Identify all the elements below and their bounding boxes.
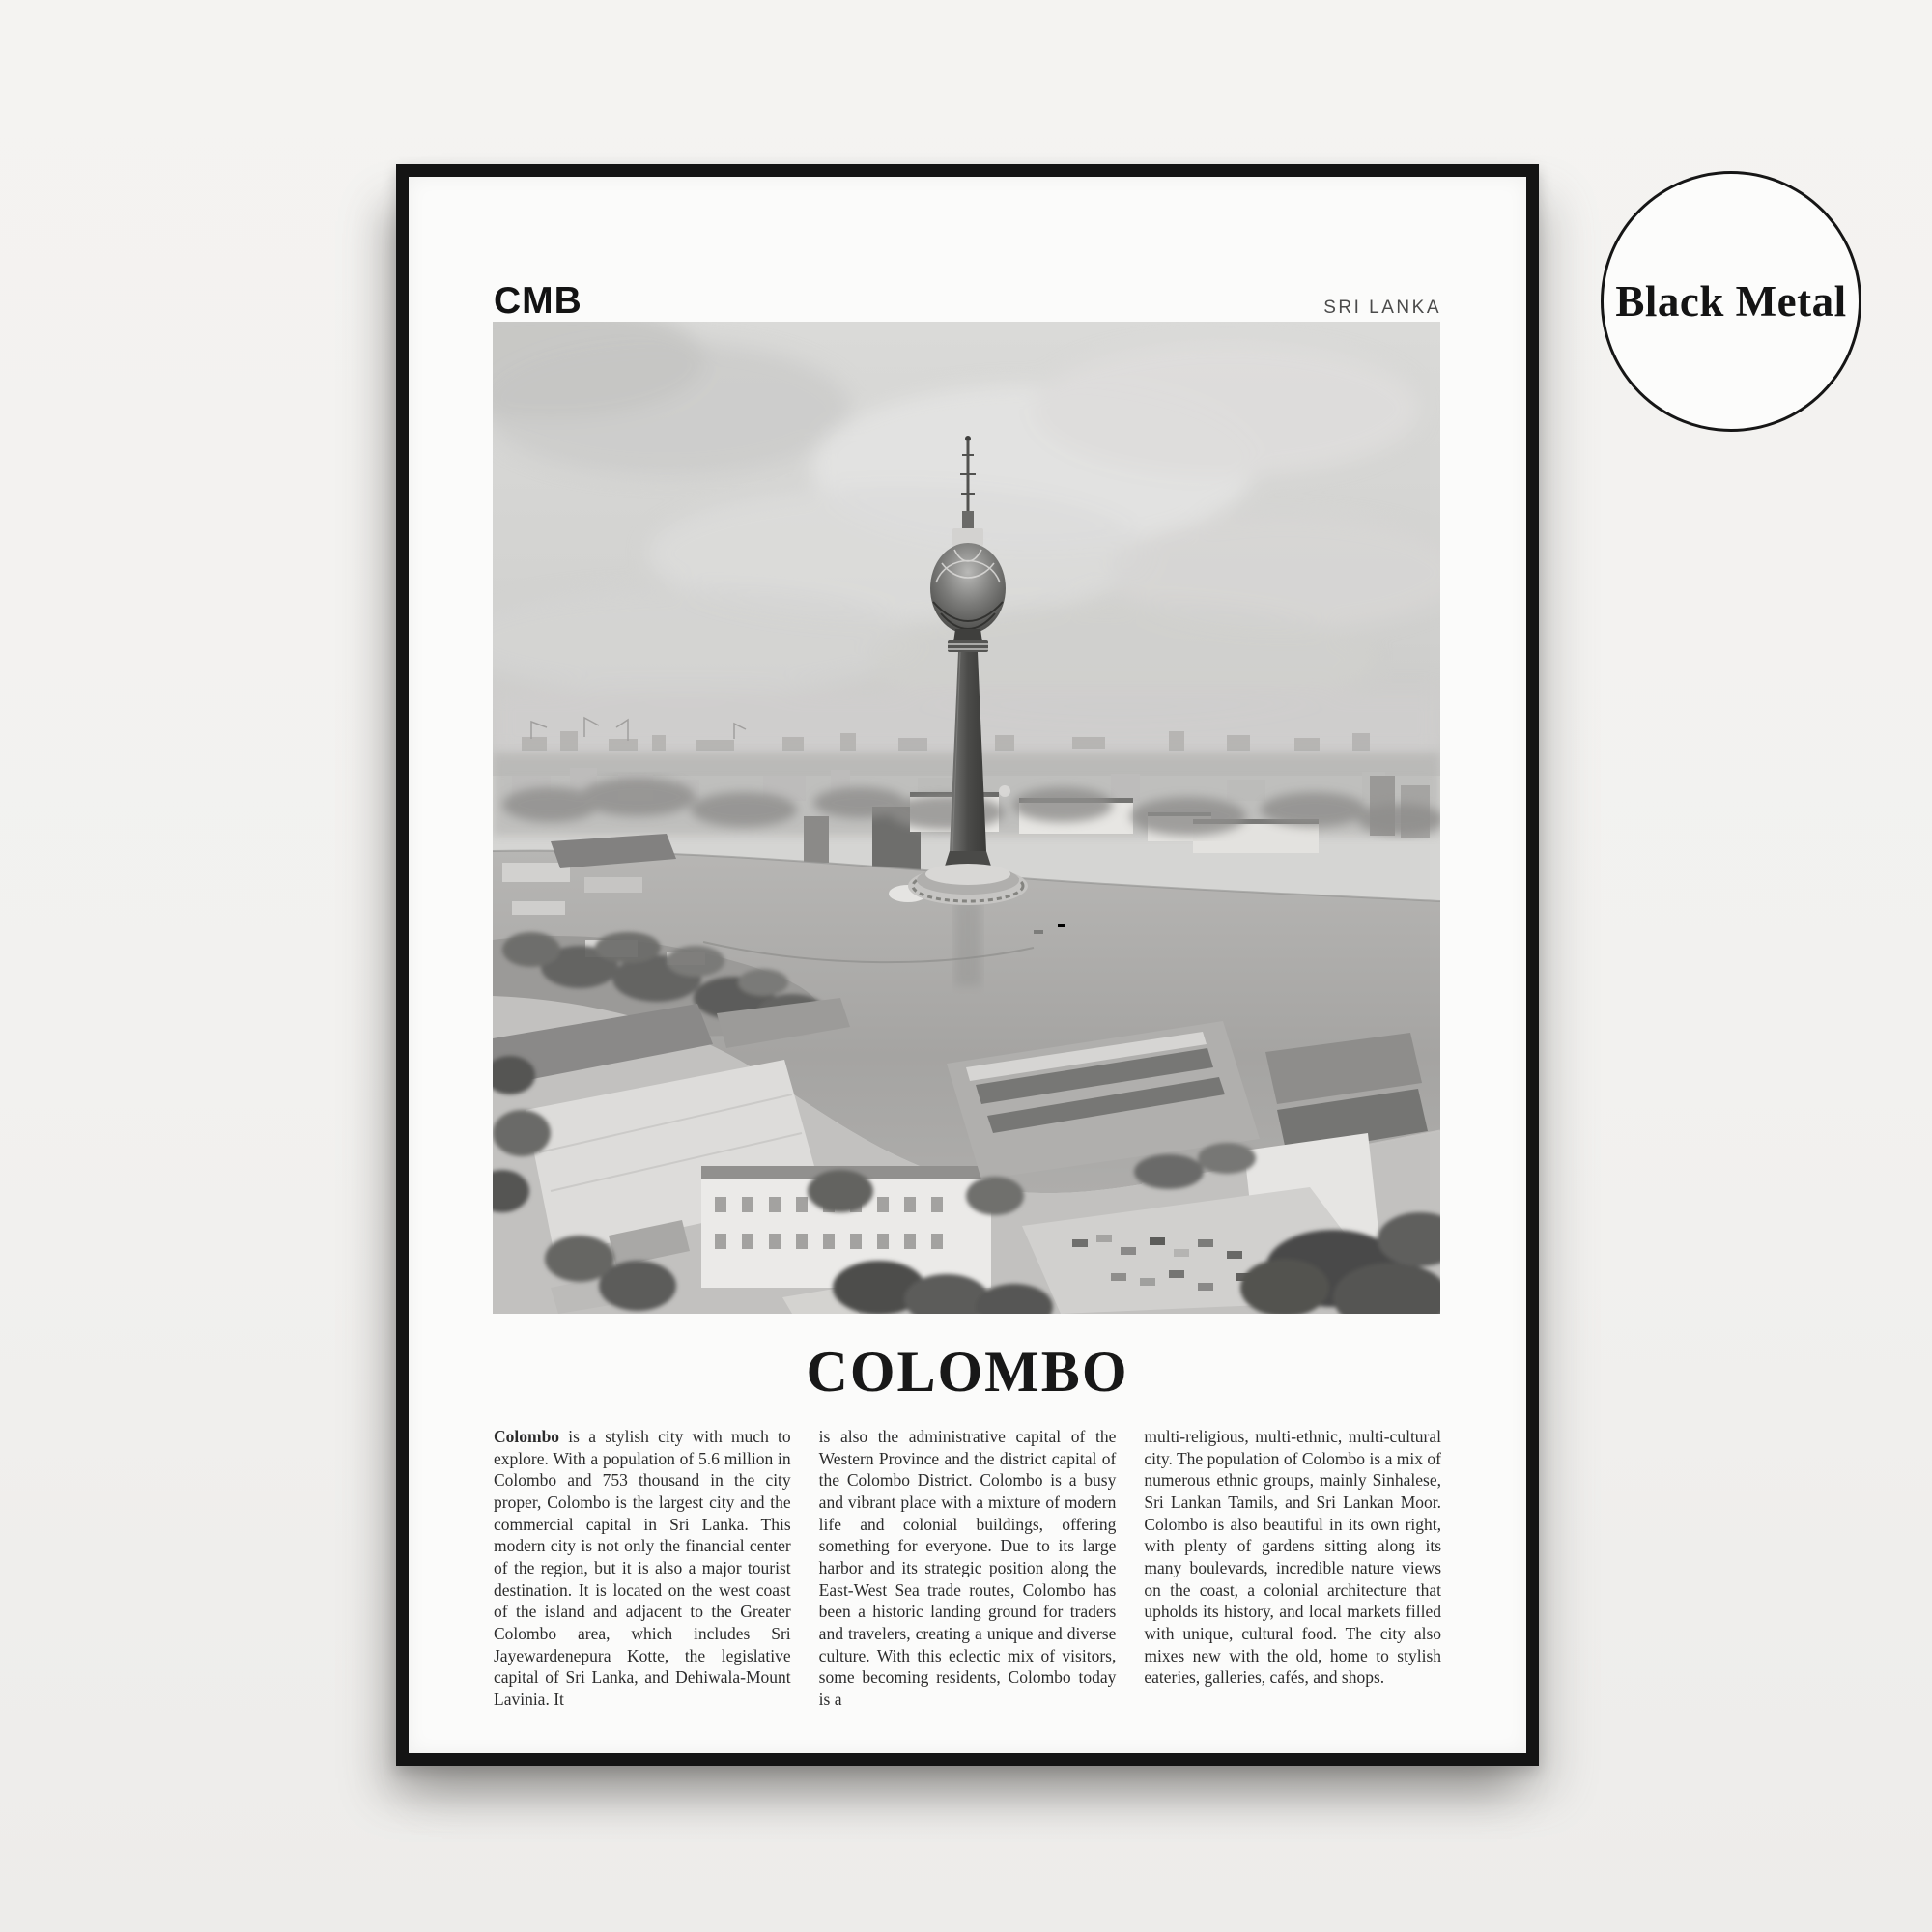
airport-code: CMB xyxy=(494,280,582,322)
column-text: multi-religious, multi-ethnic, multi-cultural city. The population of Colombo is a mix of numerous ethnic groups, mainly Sinhalese, Sri Lankan Tamils, and Sri Lankan Moor. Colombo is also beautiful in its own right, with plenty of gardens sitting along its many boulevards, incredible nature views on the coast, a colonial architecture that upholds its history, and local markets filled with unique, cultural food. The city also mixes new with the old, home to stylish eateries, galleries, cafés, and shops. xyxy=(1144,1427,1442,1688)
colombo-aerial-illustration xyxy=(493,322,1440,1314)
frame-material-label: Black Metal xyxy=(1615,277,1847,326)
black-metal-frame xyxy=(396,164,1539,1766)
country-label: SRI LANKA xyxy=(1323,298,1441,319)
page-title: COLOMBO xyxy=(806,1340,1129,1404)
lead-word: Colombo xyxy=(494,1427,560,1446)
column-text: is a stylish city with much to explore. With a population of 5.6 million in Colombo and 753 thousand in the city proper, Colombo is the largest city and the commercial capital in Sri Lanka. This modern city is not only the financial center of the region, but it is also a major tourist destination. It is located on the west coast of the island and adjacent to the Greater Colombo area, which includes Sri Jayewardenepura Kotte, the legislative capital of Sri Lanka, and Dehiwala-Mount Lavinia. It xyxy=(494,1427,791,1709)
body-text xyxy=(494,1426,1441,1711)
body-column-3 xyxy=(1144,1426,1441,1711)
colombo-poster xyxy=(409,177,1526,1753)
poster-header xyxy=(494,277,1441,320)
body-column-2 xyxy=(819,1426,1117,1711)
column-text: is also the administrative capital of the Western Province and the district capital of the Colombo District. Colombo is a busy and vibrant place with a mixture of modern life and colonial buildings, offering something for everyone. Due to its large harbor and its strategic position along the East-West Sea trade routes, Colombo has been a historic landing ground for traders and travelers, creating a unique and diverse culture. With this eclectic mix of visitors, some becoming residents, Colombo today is a xyxy=(818,1427,1117,1709)
city-photo xyxy=(493,322,1440,1314)
frame-material-badge xyxy=(1601,171,1861,432)
body-column-1 xyxy=(494,1426,791,1711)
